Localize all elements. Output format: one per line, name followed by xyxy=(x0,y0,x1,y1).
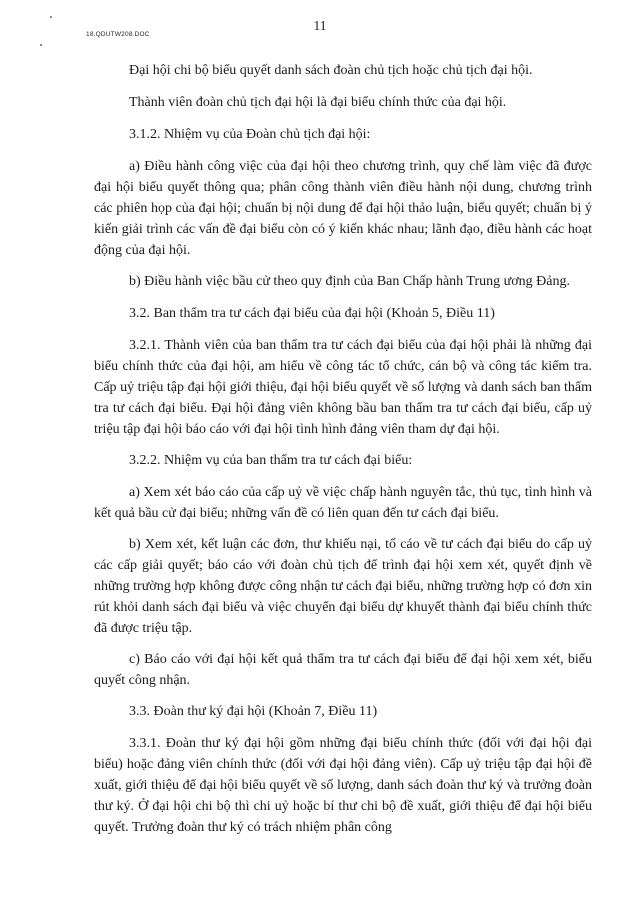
scan-speck xyxy=(40,44,42,46)
header-file-name: 18.QDUTW208.DOC xyxy=(86,31,150,38)
paragraph: b) Điều hành việc bầu cử theo quy định của Ban Chấp hành Trung ương Đảng. xyxy=(129,274,570,289)
section-heading: 3.3. Đoàn thư ký đại hội (Khoản 7, Điều 11) xyxy=(129,704,378,719)
paragraph: b) Xem xét, kết luận các đơn, thư khiếu nại, tố cáo về tư cách đại biểu do cấp uỷ các cấp giải quyết; báo cáo với đoàn chủ tịch để trình đại hội xem xét, quyết định về những trường hợp không được công nhận tư cách đại biểu, những trường hợp có đơn xin rút khỏi danh sách đại biểu và việc chuyển đại biểu dự khuyết thành đại biểu chính thức đã được triệu tập. xyxy=(94,537,592,636)
paragraph: a) Xem xét báo cáo của cấp uỷ về việc chấp hành nguyên tắc, thủ tục, tình hình và kết quả bầu cử đại biểu; những vấn đề có liên quan đến tư cách đại biểu. xyxy=(94,485,592,521)
paragraph: Thành viên đoàn chủ tịch đại hội là đại biểu chính thức của đại hội. xyxy=(129,95,507,110)
page-number: 11 xyxy=(313,18,327,33)
document-body xyxy=(94,60,592,848)
paragraph: Đại hội chi bộ biểu quyết danh sách đoàn chủ tịch hoặc chủ tịch đại hội. xyxy=(129,63,533,78)
section-heading: 3.2.2. Nhiệm vụ của ban thẩm tra tư cách đại biểu: xyxy=(129,453,413,468)
section-heading: 3.2. Ban thẩm tra tư cách đại biểu của đại hội (Khoản 5, Điều 11) xyxy=(129,306,495,321)
paragraph: a) Điều hành công việc của đại hội theo chương trình, quy chế làm việc đã được đại hội biểu quyết thông qua; phân công thành viên điều hành nội dung, chương trình các phiên họp của đại hội; chuẩn bị nội dung để đại hội thảo luận, biểu quyết; chuẩn bị ý kiến giải trình các vấn đề đại biểu còn có ý kiến khác nhau; lãnh đạo, điều hành các hoạt động của đại hội. xyxy=(94,159,592,258)
section-heading: 3.1.2. Nhiệm vụ của Đoàn chủ tịch đại hội: xyxy=(129,127,371,142)
paragraph: 3.3.1. Đoàn thư ký đại hội gồm những đại biểu chính thức (đối với đại hội đại biểu) hoặc đảng viên chính thức (đối với đại hội đảng viên). Cấp uỷ triệu tập đại hội đề xuất, giới thiệu để đại hội biểu quyết về số lượng, danh sách đoàn thư ký và trưởng đoàn thư ký. Ở đại hội chi bộ thì chi uỷ hoặc bí thư chi bộ đề xuất, giới thiệu để đại hội biểu quyết. Trưởng đoàn thư ký có trách nhiệm phân công xyxy=(94,736,592,835)
paragraph: 3.2.1. Thành viên của ban thẩm tra tư cách đại biểu của đại hội phải là những đại biểu chính thức của đại hội, am hiểu về công tác tổ chức, cán bộ và công tác kiểm tra. Cấp uỷ triệu tập đại hội giới thiệu, đại hội biểu quyết về số lượng và danh sách ban thẩm tra tư cách đại biểu. Đại hội đảng viên không bầu ban thẩm tra tư cách đại biểu, cấp uỷ triệu tập đại hội báo cáo với đại hội tình hình đảng viên tham dự đại hội. xyxy=(94,338,592,437)
paragraph: c) Báo cáo với đại hội kết quả thẩm tra tư cách đại biểu để đại hội xem xét, biểu quyết công nhận. xyxy=(94,652,592,688)
